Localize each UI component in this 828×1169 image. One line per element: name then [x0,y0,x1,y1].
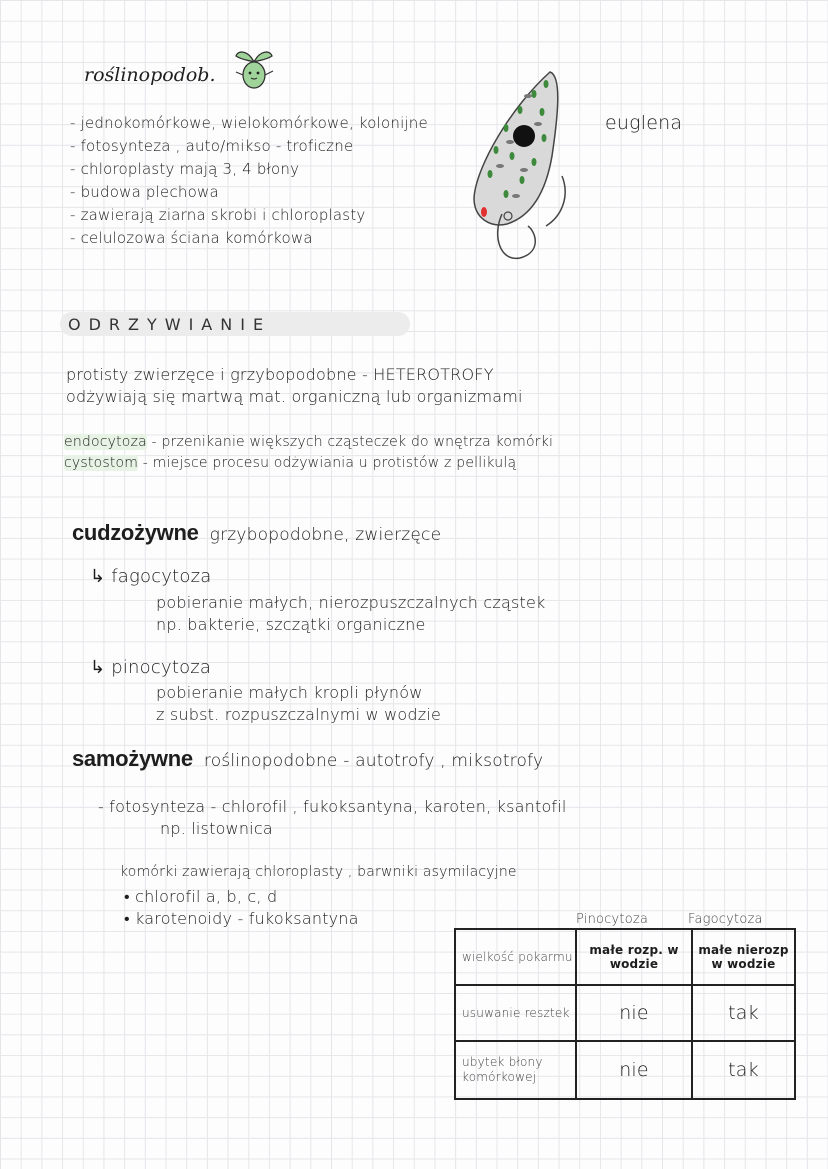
list-item: - fotosynteza , auto/mikso - troficzne [70,137,354,155]
list-item: • karotenoidy - fukoksantyna [124,909,359,928]
list-item: - jednokomórkowe, wielokomórkowe, kolonijne [70,114,428,132]
process-line: np. bakterie, szczątki organiczne [156,615,426,634]
process-description [156,682,441,726]
list-item: - zawierają ziarna skrobi i chloroplasty [70,206,366,224]
intro-text [66,364,586,408]
cells-line: komórki zawierają chloroplasty , barwniki asymilacyjne [120,864,517,880]
list-item: - celulozowa ściana komórkowa [70,229,313,247]
definition-term: endocytoza [64,434,147,450]
autotrophs-subtitle: roślinopodobne - autotrofy , miksotrofy [203,751,544,771]
euglena-drawing [462,66,592,266]
column-header-pinocytoza: Pinocytoza [576,912,649,927]
euglena-label: euglena [605,112,683,134]
row-label: wielkość pokarmu [455,929,576,985]
process-line: pobieranie małych, nierozpuszczalnych cząstek [156,593,546,612]
list-item: - budowa plechowa [70,183,219,201]
column-header-fagocytoza: Fagocytoza [688,912,763,927]
definition-term: cystostom [64,455,139,471]
characteristics-list [70,112,430,250]
table-cell: tak [692,1041,795,1099]
table-cell: małe rozp. w wodzie [576,929,692,985]
section-heading: ODRZYWIANIE [68,315,272,334]
table-row [455,985,795,1041]
sprout-icon [230,42,278,94]
process-name: pinocytoza [111,657,212,678]
row-label: usuwanie resztek [455,985,576,1041]
intro-line: protisty zwierzęce i grzybopodobne - HETEROTROFY [66,365,494,384]
page-title: roślinopodob. [84,64,216,86]
process-line: z subst. rozpuszczalnymi w wodzie [156,705,442,724]
arrow-icon: ↳ [90,566,106,587]
list-item: • chlorofil a, b, c, d [124,887,278,906]
heterotrophs-subtitle: grzybopodobne, zwierzęce [209,525,442,545]
table-cell: małe nierozp w wodzie [692,929,795,985]
autotrophs-title: samożywne [72,746,193,771]
table-cell: nie [576,1041,692,1099]
comparison-table [454,928,796,1100]
list-item: - chloroplasty mają 3, 4 błony [70,160,300,178]
heterotrophs-title: cudzożywne [72,520,199,545]
process-description [156,592,545,636]
definitions [64,432,584,474]
intro-line: odżywiają się martwą mat. organiczną lub organizmami [66,387,523,406]
table-cell: nie [576,985,692,1041]
table-row [455,1041,795,1099]
row-label: ubytek błony komórkowej [455,1041,576,1099]
definition-text: - przenikanie większych cząsteczek do wnętrza komórki [146,434,554,450]
heterotrophs-heading [72,520,441,546]
definition-row [64,453,584,474]
table-cell: tak [692,985,795,1041]
pigments-list [124,886,359,930]
process-fagocytoza [90,566,212,587]
definition-row [64,432,584,453]
table-row [455,929,795,985]
process-name: fagocytoza [111,566,212,587]
process-line: pobieranie małych kropli płynów [156,683,423,702]
autotrophs-heading [72,746,543,772]
arrow-icon: ↳ [90,657,106,678]
definition-text: - miejsce procesu odżywiania u protistów z pellikulą [138,455,517,471]
photosynthesis-line: - fotosynteza - chlorofil , fukoksantyna, karoten, ksantofil [98,797,567,816]
process-pinocytoza [90,657,211,678]
example-line: np. listownica [160,819,273,838]
